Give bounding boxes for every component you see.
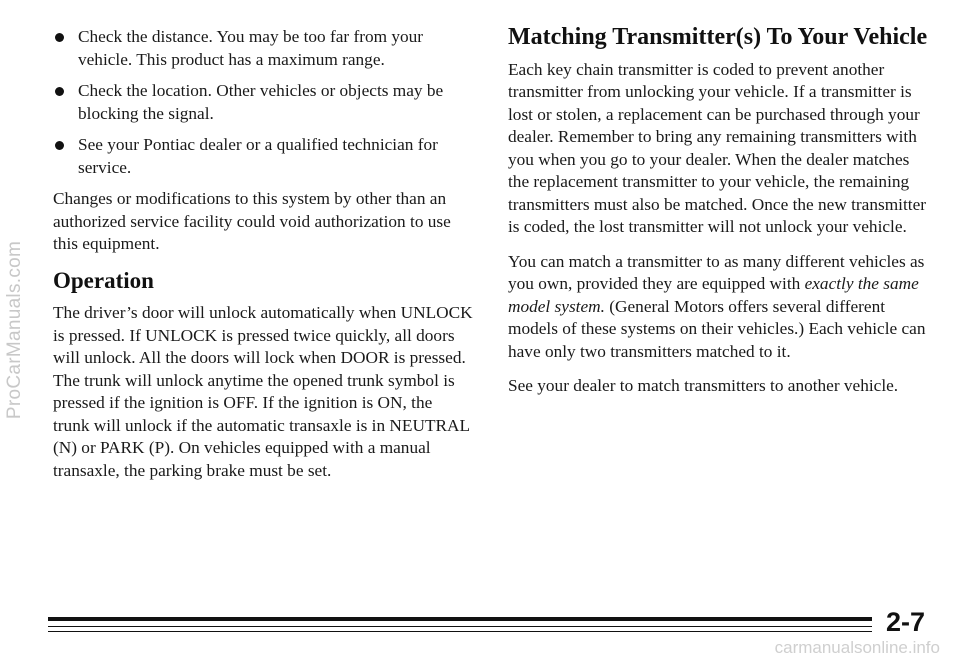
operation-heading: Operation [53, 267, 154, 293]
left-column [53, 26, 473, 492]
page-number: 2-7 [886, 607, 926, 637]
emphasis-text: exactly the same model system. [508, 274, 919, 316]
operation-paragraph: The driver’s door will unlock automatically when UNLOCK is pressed. If UNLOCK is pressed twice quickly, all doors will unlock. All the doors will lock when DOOR is pressed. The trunk will unlock anytime the opened trunk symbol is pressed if the ignition is OFF. If the ignition is ON, the trunk will unlock if the automatic transaxle is in NEUTRAL (N) or PARK (P). On vehicles equipped with a manual transaxle, the parking brake must be set. [53, 303, 473, 480]
matching-heading: Matching Transmitter(s) To Your Vehicle [508, 24, 928, 50]
list-item [53, 80, 473, 125]
footer-site-mark: carmanualsonline.info [774, 638, 940, 657]
bullet-icon [55, 87, 64, 96]
list-item-text: Check the distance. You may be too far from your vehicle. This product has a maximum range. [78, 27, 424, 69]
list-item-text: See your Pontiac dealer or a qualified technician for service. [78, 135, 438, 177]
matching-paragraph-2 [508, 251, 928, 364]
footer-rule-thick [48, 617, 872, 621]
changes-paragraph: Changes or modifications to this system by other than an authorized service facility could void authorization to use this equipment. [53, 189, 451, 253]
list-item [53, 26, 473, 71]
footer-rule-medium [48, 626, 872, 627]
matching-paragraph-1: Each key chain transmitter is coded to prevent another transmitter from unlocking your vehicle. If a transmitter is lost or stolen, a replacement can be purchased through your dealer. Remember to bring any remaining transmitters with you when you go to your dealer. When the dealer matches the replacement transmitter to your vehicle, the remaining transmitters must also be matched. Once the new transmitter is coded, the lost transmitter will not unlock your vehicle. [508, 59, 926, 236]
paragraph-2-text-start: You can match a transmitter to as many different vehicles as you own, provided they are equipped with [508, 251, 925, 293]
troubleshooting-list [53, 26, 473, 179]
list-item-text: Check the location. Other vehicles or objects may be blocking the signal. [78, 81, 444, 123]
watermark [2, 0, 28, 660]
list-item [53, 134, 473, 179]
matching-paragraph-3: See your dealer to match transmitters to another vehicle. [508, 376, 899, 395]
watermark-text: ProCarManuals.com [4, 240, 25, 420]
bullet-icon [55, 141, 64, 150]
footer-rule-thin [48, 631, 872, 632]
bullet-icon [55, 33, 64, 42]
paragraph-2-text-end: (General Motors offers several different models of these systems on their vehicles.) Each vehicle can have only two transmitters matched to it. [508, 296, 926, 361]
right-column [508, 26, 928, 410]
